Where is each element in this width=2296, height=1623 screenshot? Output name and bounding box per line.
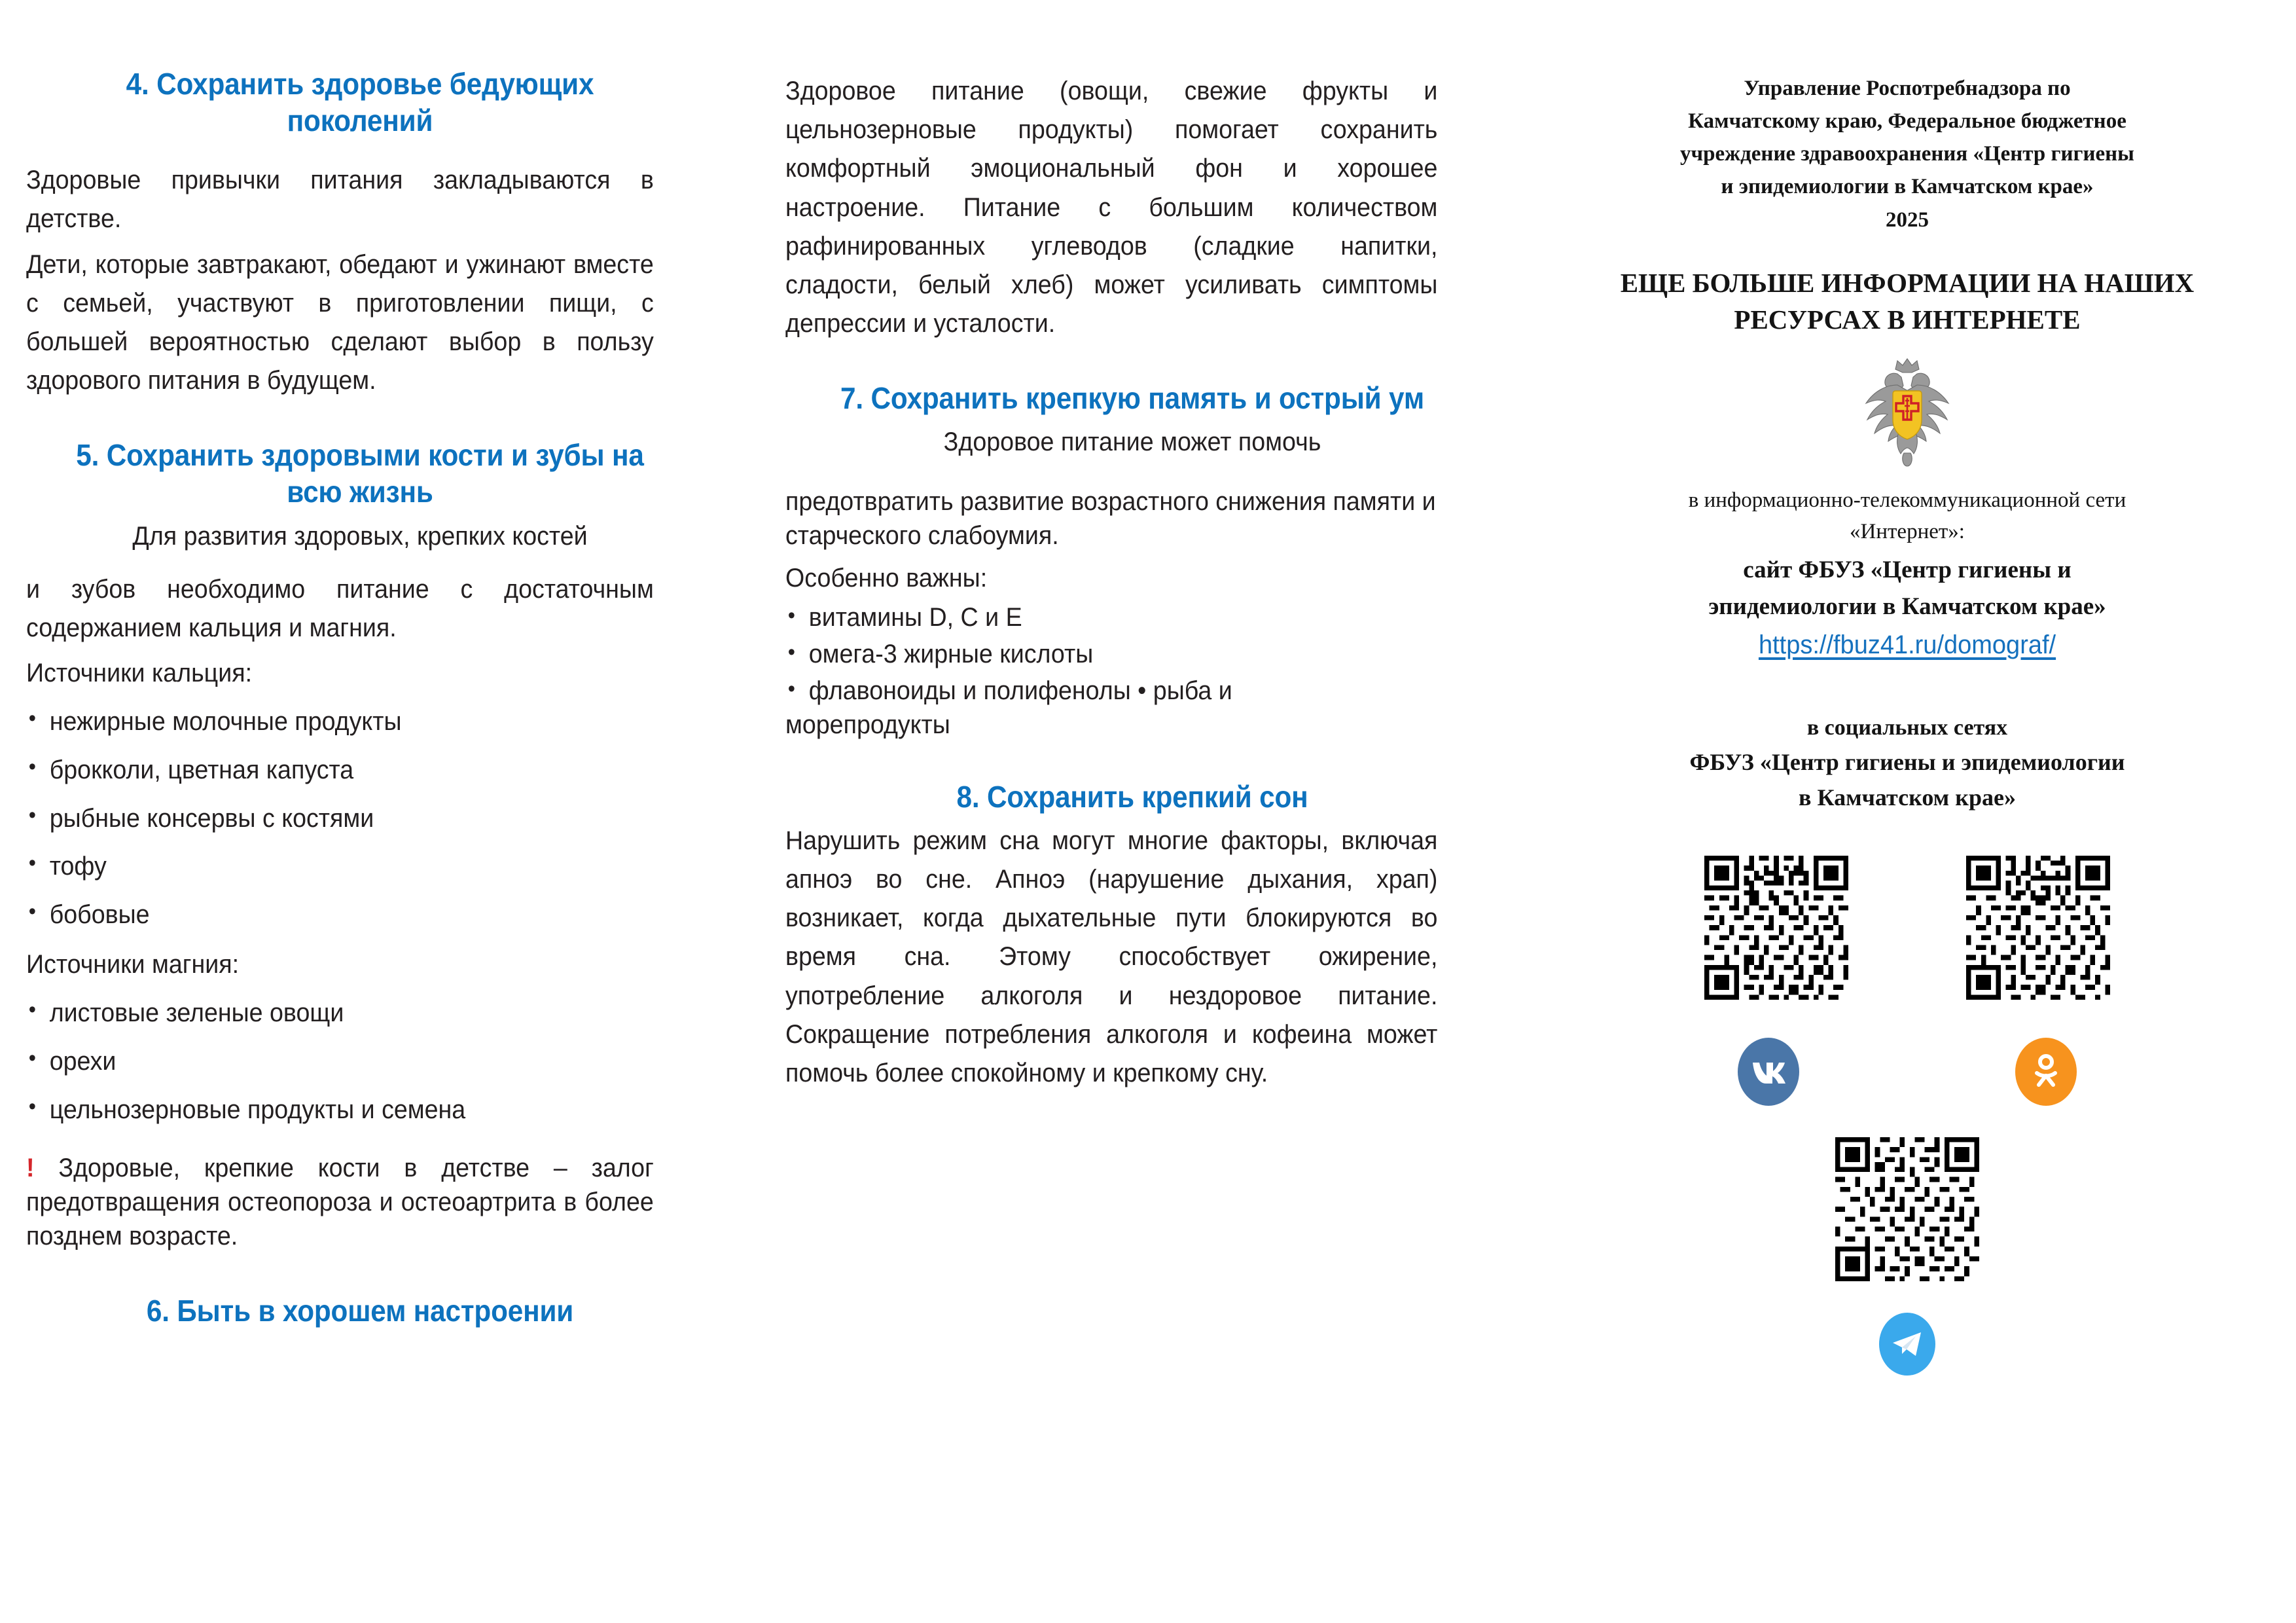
heading-section-8: 8. Сохранить крепкий сон [956,779,1308,814]
ok-icon[interactable] [2015,1038,2077,1106]
list-item: • рыбные консервы с костями [26,800,654,838]
label-calcium-sources: Источники кальция: [26,659,253,688]
emblem-container [1564,355,2250,467]
paragraph-memory-prevent: предотвратить развитие возрастного снижения памяти и старческого слабоумия. [785,486,1436,550]
ok-glyph-icon [2032,1053,2060,1090]
org-line: Управление Роспотребнадзора по [1744,77,2071,100]
qr-code-telegram-icon[interactable] [1835,1137,1979,1281]
list-magnesium-sources [26,994,694,1129]
org-line: Камчатскому краю, Федеральное бюджетное [1688,109,2126,134]
paragraph-memory-intro: Здоровое питание может помочь [943,428,1321,457]
list-item: • нежирные молочные продукты [26,703,654,741]
paragraph-bones-intro: Для развития здоровых, крепких костей [132,521,588,551]
warning-note [26,1151,654,1253]
site-line: сайт ФБУЗ «Центр гигиены и [1743,556,2072,583]
vk-glyph-icon [1750,1060,1787,1084]
more-info-heading: ЕЩЕ БОЛЬШЕ ИНФОРМАЦИИ НА НАШИХ РЕСУРСАХ В ИНТЕРНЕТЕ [1620,267,2195,335]
column-left [0,0,746,1623]
list-item: • омега-3 жирные кислоты [785,637,1437,671]
label-important-nutrients: Особенно важны: [785,563,988,593]
social-org-line: в Камчатском крае» [1799,784,2016,811]
qr-code-vk-icon[interactable] [1704,856,1848,1000]
qr-code-row [1564,856,2250,1000]
list-item-continuation: морепродукты [785,710,950,739]
heading-section-7: 7. Сохранить крепкую память и острый ум [840,381,1424,416]
heading-section-5: 5. Сохранить здоровыми кости и зубы на всю жизнь [76,438,644,509]
paragraph-family-meals: Дети, которые завтракают, обедают и ужинают вместе с семьей, участвуют в приготовлении пищи, с большей вероятностью сделают выбор в пользу здорового питания в будущем. [26,249,654,395]
telegram-icon[interactable] [1879,1313,1935,1376]
site-line: эпидемиологии в Камчатском крае» [1708,593,2106,620]
paragraph-mood-nutrition: Здоровое питание (овощи, свежие фрукты и цельнозерновые продукты) помогает сохранить комфортный эмоциональный фон и хорошее настроение. Питание с большим количеством рафинированных углеводов (сладкие напитки, сладости, белый хлеб) может усиливать симптомы депрессии и усталости. [785,77,1438,338]
telegram-icon-row [1564,1313,2250,1376]
list-calcium-sources [26,703,694,934]
list-item: • тофу [26,848,654,886]
social-icons-row [1564,1038,2250,1106]
paragraph-habits: Здоровые привычки питания закладываются в детстве. [26,166,654,234]
list-item: • цельнозерновые продукты и семена [26,1091,654,1129]
organization-title [1564,72,2250,236]
label-magnesium-sources: Источники магния: [26,950,240,979]
heading-section-4: 4. Сохранить здоровье бедующих поколений [126,67,594,138]
org-line: и эпидемиологии в Камчатском крае» [1721,175,2094,199]
list-important-nutrients [785,600,1479,708]
website-link[interactable]: https://fbuz41.ru/domograf/ [1758,630,2056,660]
social-networks-heading: в социальных сетях [1806,716,2008,740]
heading-section-6: 6. Быть в хорошем настроении [146,1294,574,1328]
social-org-name [1564,744,2250,815]
org-year: 2025 [1886,208,1929,232]
paragraph-sleep: Нарушить режим сна могут многие факторы, включая апноэ во сне. Апноэ (нарушение дыхания, храп) возникает, когда дыхательные пути блокируются во время сна. Этому способствует ожирение, употребление алкоголя и нездоровое питание. Сокращение потребления алкоголя и кофеина может помочь более спокойному и крепкому сну. [785,826,1438,1088]
org-line: учреждение здравоохранения «Центр гигиены [1680,142,2134,166]
column-right [1518,0,2296,1623]
telegram-glyph-icon [1891,1330,1924,1359]
net-line: «Интернет»: [1850,520,1965,544]
list-item: • листовые зеленые овощи [26,994,654,1032]
list-item: • витамины D, C и E [785,600,1437,634]
list-item: • орехи [26,1043,654,1081]
internet-network-text [1564,484,2250,547]
social-org-line: ФБУЗ «Центр гигиены и эпидемиологии [1689,749,2125,776]
exclamation-icon: ! [26,1154,35,1183]
list-item: • бобовые [26,896,654,934]
warning-note-text: Здоровые, крепкие кости в детстве – залог предотвращения остеопороза и остеоартрита в более позднем возрасте. [26,1154,654,1251]
qr-code-ok-icon[interactable] [1966,856,2110,1000]
paragraph-bones-nutrition: и зубов необходимо питание с достаточным содержанием кальция и магния. [26,574,654,642]
site-name [1564,552,2250,625]
column-middle [746,0,1518,1623]
list-item: • флавоноиды и полифенолы • рыба и [785,674,1437,708]
net-line: в информационно-телекоммуникационной сети [1688,488,2126,513]
rospotrebnadzor-emblem-icon [1858,355,1956,467]
vk-icon[interactable] [1738,1038,1799,1106]
list-item: • брокколи, цветная капуста [26,752,654,790]
